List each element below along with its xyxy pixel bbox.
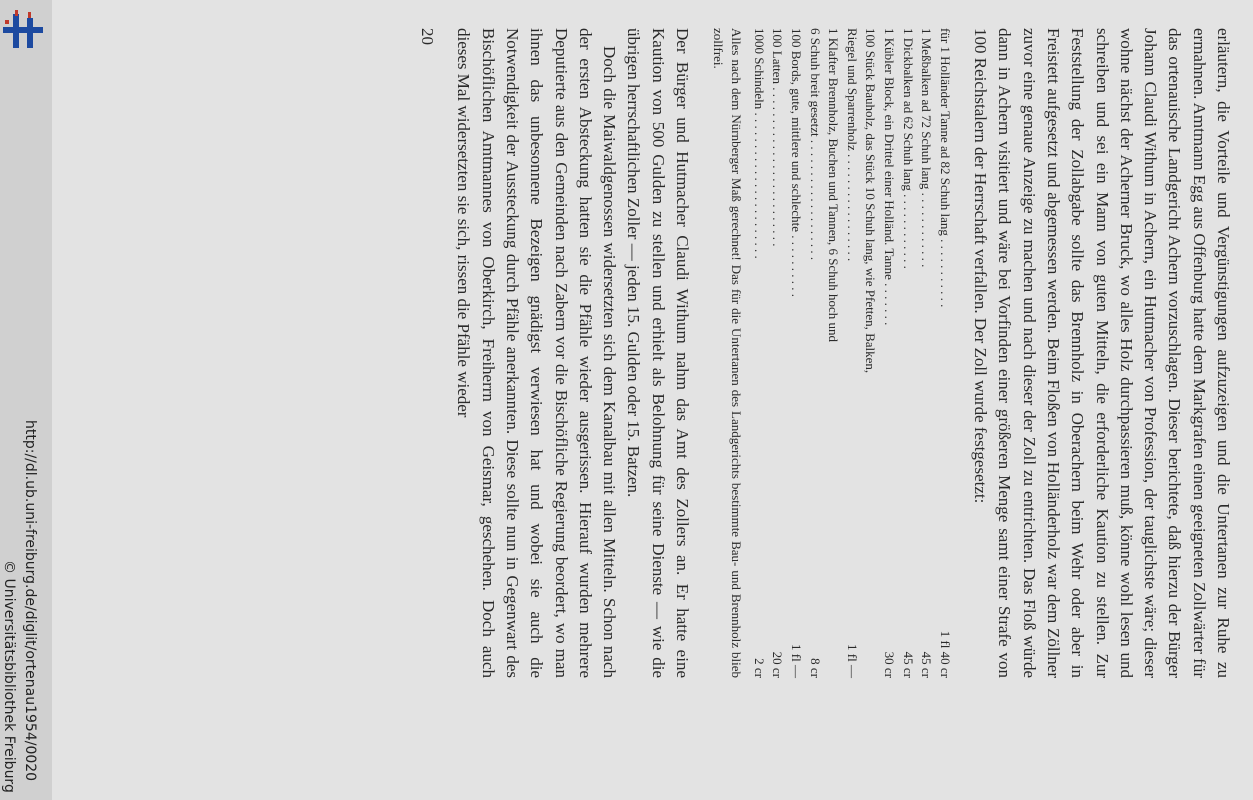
toll-table: [708, 28, 954, 678]
table-row: [749, 28, 768, 678]
table-row-value: [861, 628, 880, 678]
table-row: [768, 28, 787, 678]
table-row-label: 100 Stück Bauholz, das Stück 10 Schuh lang, wie Pfetten, Balken,: [863, 28, 879, 374]
table-row-value: 45 cr: [900, 651, 916, 678]
table-row-label: Riegel und Sparrenholz . . . . . . . . . . . . . . . . .: [844, 28, 860, 262]
paragraph-3: Doch die Maiwaldgenossen widersetzten sich dem Kanalbau mit allen Mitteln. Schon nach der ersten Absteckung hatten sie die Pfähle wieder ausgerissen. Hierauf wurden mehrere Deputierte aus den Gemeinden nach Zabern vor die Bischöfliche Regierung beordert, wo man ihnen das unbesonnene Bezeigen gnädigst verwiesen hat und wobei sie auch die Notwendigkeit der Aussteckung durch Pfähle anerkannten. Diese sollte nun in Gegenwart des Bischöflichen Amtmannes von Oberkirch, Freiherrn von Geismar, geschehen. Doch auch dieses Mal widersetzten sie sich, rissen die Pfähle wieder: [454, 28, 620, 678]
table-row-label: 100 Bords, gute, mittlere und schlechte . . . . . . . . . .: [788, 28, 804, 297]
table-row-value: 20 cr: [770, 651, 786, 678]
paragraph-bottom: [451, 28, 694, 678]
table-row-value: 45 cr: [919, 651, 935, 678]
table-row: [786, 28, 805, 678]
table-row-label: 6 Schuh breit gesetzt . . . . . . . . . . . . . . . . . . .: [807, 28, 823, 261]
table-row-value: 30 cr: [881, 651, 897, 678]
viewer-sidebar: [0, 0, 52, 800]
table-row: [824, 28, 843, 678]
table-row-label: 1000 Schindeln . . . . . . . . . . . . . . . . . . . . . . .: [751, 28, 767, 259]
toll-table-rows: [749, 28, 954, 678]
paragraph-2: Der Bürger und Hutmacher Claudi Withum nahm das Amt des Zollers an. Er hatte eine Kaution von 500 Gulden zu stellen und erhielt als Belohnung für seine Dienste — wie die übrigen herrschaftlichen Zoller — jeden 15. Gulden oder 15. Batzen.: [624, 28, 693, 678]
table-row: [879, 28, 898, 678]
table-row-value: 1 fl —: [788, 644, 804, 678]
table-row: [917, 28, 936, 678]
paragraph-top: [968, 28, 1235, 678]
table-row-value: 2 cr: [751, 658, 767, 678]
table-row-value: 1 fl 40 cr: [937, 630, 953, 678]
copyright-notice: © Universitätsbibliothek Freiburg: [1, 560, 17, 793]
table-note: Alles nach dem Nürnberger Maß gerechnet! Das für die Untertanen des Landgerichts bestimmte Bau- und Brennholz blieb zollfrei.: [710, 28, 745, 678]
table-row-label: 1 Meßbalken ad 72 Schuh lang . . . . . . . . . . . .: [919, 28, 935, 268]
table-row-label: für 1 Holländer Tanne ad 82 Schuh lang . . . . . . . . . . .: [937, 28, 953, 308]
table-row-label: 100 Latten . . . . . . . . . . . . . . . . . . . . . . . . .: [770, 28, 786, 247]
table-row-value: 8 cr: [807, 658, 823, 678]
table-row-value: [824, 628, 843, 678]
table-row: [861, 28, 880, 678]
table-row: [898, 28, 917, 678]
library-logo-icon: [3, 10, 43, 50]
page-number: 20: [418, 28, 438, 45]
table-row: [935, 28, 954, 678]
paragraph-1: erläutern, die Vorteile und Vergünstigungen aufzuzeigen und die Untertanen zur Ruhe zu ermahnen. Amtmann Egg aus Offenburg hatte dem Markgrafen einen geeigneten Zollwärter für das ortenauische Landgericht Achern vorzuschlagen. Dieser berichtete, daß hierzu der Bürger Johann Claudi Withum in Achern, ein Hutmacher von Profession, der tauglichste wäre; dieser wohne nächst der Acherner Bruck, wo alles Holz durchpassieren muß, könne wohl lesen und schreiben und sei ein Mann von guten Mitteln, die erforderliche Kaution zu stellen. Zur Feststellung der Zollabgabe sollte das Brennholz in Oberachern beim Wehr oder aber in Freistett aufgesetzt und abgemessen werden. Beim Floßen von Holländerholz war dem Zöllner zuvor eine genaue Anzeige zu machen und nach dieser der Zoll zu entrichten. Das Floß würde dann in Achern visitiert und wäre bei Vorfinden einer größeren Menge samt einer Strafe von 100 Reichstalern der Herrschaft verfallen. Der Zoll wurde festgesetzt:: [971, 28, 1233, 678]
source-url[interactable]: http://dl.ub.uni-freiburg.de/diglit/ortenau1954/0020: [22, 420, 38, 782]
table-row-label: 1 Klafter Brennholz, Buchen und Tannen, 6 Schuh hoch und: [826, 28, 842, 343]
table-row-value: 1 fl —: [844, 644, 860, 678]
page-text: [415, 28, 1235, 678]
table-row-label: 1 Kübler Block, ein Drittel einer Holländ. Tanne . . . . . . .: [881, 28, 897, 326]
rotated-page-content: [165, 0, 1253, 760]
table-row: [842, 28, 861, 678]
table-row-label: 1 Dickbalken ad 62 Schuh lang . . . . . . . . . . . .: [900, 28, 916, 269]
table-row: [805, 28, 824, 678]
scanned-page: [52, 0, 1253, 800]
